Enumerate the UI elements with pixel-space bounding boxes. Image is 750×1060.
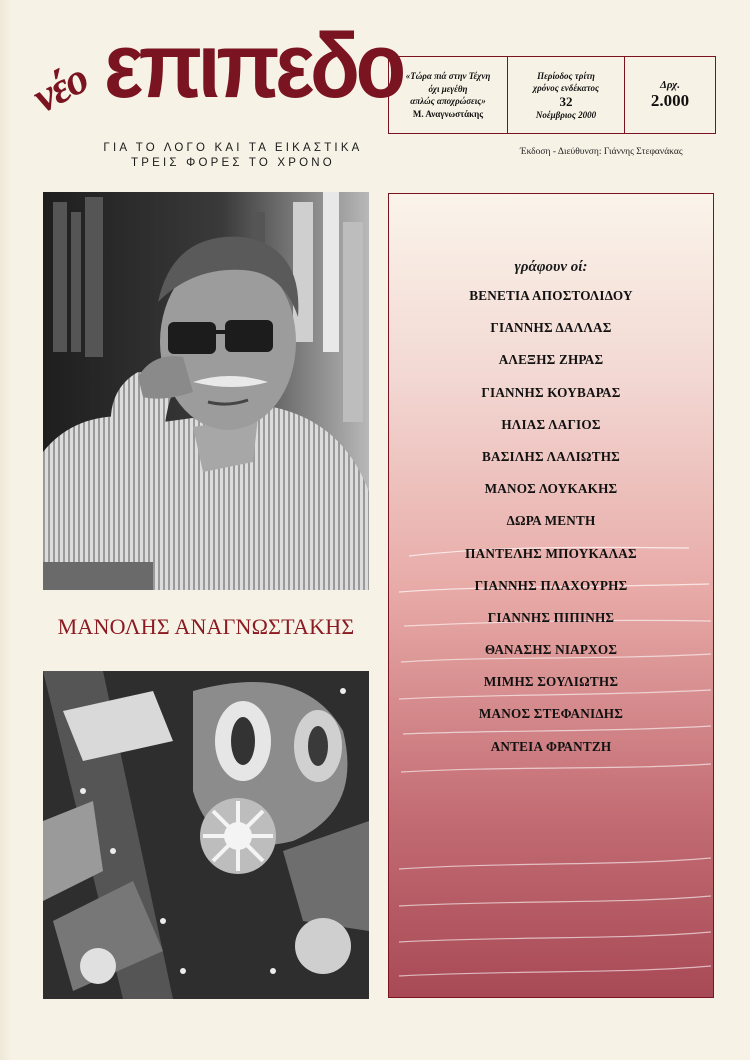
currency-label: Δρχ. [659,79,681,91]
tagline-line2: ΤΡΕΙΣ ΦΟΡΕΣ ΤΟ ΧΡΟΝΟ [131,157,335,169]
contributor-name: ΒΑΣΙΛΗΣ ΛΑΛΙΩΤΗΣ [482,448,620,464]
quote-line: όχι μεγέθη [428,83,468,94]
price-cell [625,57,715,133]
collage-illustration [43,671,369,999]
contributor-name: ΜΙΜΗΣ ΣΟΥΛΙΩΤΗΣ [483,674,619,690]
contributors-label: γράφουν οί: [514,259,588,275]
logo-main: επιπεδο [104,15,402,117]
contributor-name: ΘΑΝΑΣΗΣ ΝΙΑΡΧΟΣ [484,642,618,658]
collage-artwork [43,671,369,999]
issue-info-box [388,56,716,134]
year-text: χρόνος ενδέκατος [532,82,600,93]
contributor-name: ΜΑΝΟΣ ΣΤΕΦΑΝΙΔΗΣ [478,706,624,722]
contributor-name: ΑΛΕΞΗΣ ΖΗΡΑΣ [498,352,604,368]
contributors-panel [388,193,714,998]
contributor-name: ΑΝΤΕΙΑ ΦΡΑΝΤΖΗ [490,738,612,754]
price-value: 2.000 [650,91,690,110]
quote-cell [389,57,508,133]
period-text: Περίοδος τρίτη [537,70,595,81]
logo-prefix: νέο [24,53,95,123]
contributor-name: ΒΕΝΕΤΙΑ ΑΠΟΣΤΟΛΙΔΟΥ [469,288,633,303]
tagline-line1: ΓΙΑ ΤΟ ΛΟΓΟ ΚΑΙ ΤΑ ΕΙΚΑΣΤΙΚΑ [103,142,363,154]
issue-number: 32 [559,93,573,109]
contributor-name: ΗΛΙΑΣ ΛΑΓΙΟΣ [501,416,601,432]
publisher-credit: Έκδοση - Διεύθυνση: Γιάννης Στεφανάκας [520,147,683,157]
quote-author: Μ. Αναγνωστάκης [412,108,484,119]
portrait-illustration [43,192,369,590]
contributors-list [389,259,713,771]
contributor-name: ΓΙΑΝΝΗΣ ΠΛΑΧΟΥΡΗΣ [474,577,628,593]
contributor-name: ΓΙΑΝΝΗΣ ΠΙΠΙΝΗΣ [487,609,615,625]
quote-line: απλώς αποχρώσεις» [410,96,486,106]
contributor-name: ΠΑΝΤΕΛΗΣ ΜΠΟΥΚΑΛΑΣ [465,545,637,561]
contributor-name: ΓΙΑΝΝΗΣ ΚΟΥΒΑΡΑΣ [481,384,621,400]
contributor-name: ΜΑΝΟΣ ΛΟΥΚΑΚΗΣ [484,481,618,497]
contributor-name: ΓΙΑΝΝΗΣ ΔΑΛΛΑΣ [490,320,612,336]
contributor-name: ΔΩΡΑ ΜΕΝΤΗ [506,513,596,529]
magazine-logo [24,15,402,138]
portrait-photo [43,192,369,590]
issue-date: Νοέμβριος 2000 [535,109,597,120]
quote-line: «Τώρα πιά στην Τέχνη [405,71,491,81]
issue-cell [508,57,625,133]
feature-name: ΜΑΝΟΛΗΣ ΑΝΑΓΝΩΣΤΑΚΗΣ [57,614,355,639]
